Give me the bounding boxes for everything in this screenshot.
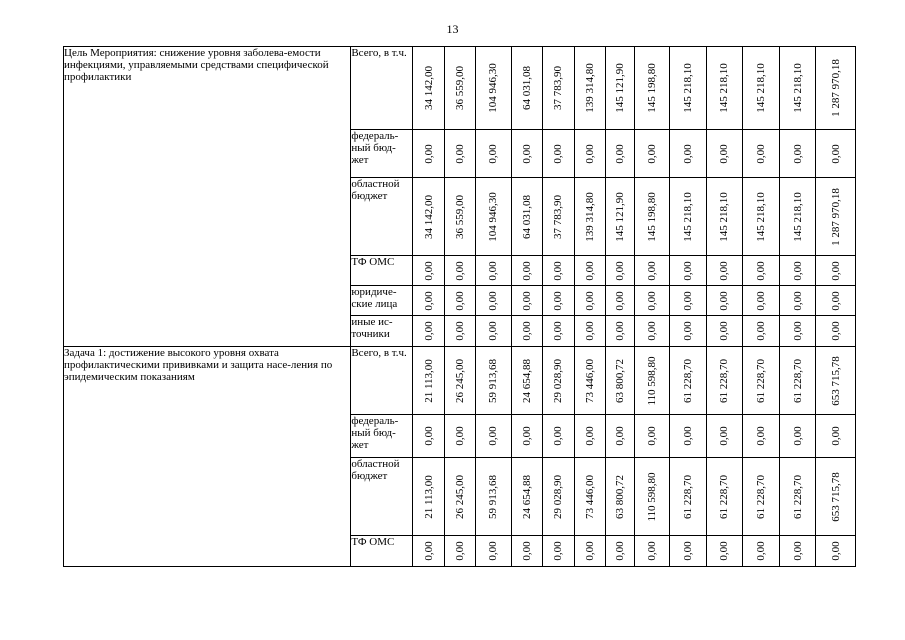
value-text: 0,00 (613, 260, 626, 281)
value-text: 73 446,00 (583, 474, 596, 519)
value-cell (444, 415, 475, 458)
value-cell (606, 178, 634, 256)
value-cell (670, 536, 707, 567)
value-cell (606, 347, 634, 415)
value-text: 0,00 (583, 426, 596, 446)
value-text: 0,00 (583, 321, 596, 341)
funding-source-label: ТФ ОМС (351, 536, 395, 548)
value-cell (574, 316, 605, 347)
value-cell (779, 178, 816, 256)
value-cell (816, 130, 856, 178)
value-text: 145 121,90 (613, 63, 626, 113)
value-cell (606, 256, 634, 286)
value-cell (706, 286, 743, 316)
value-cell (670, 458, 707, 536)
value-cell (634, 316, 670, 347)
value-text: 0,00 (829, 541, 842, 561)
funding-source-label: иные ис-точники (351, 316, 393, 340)
value-text: 0,00 (613, 143, 626, 164)
value-text: 26 245,00 (453, 358, 466, 403)
value-text: 0,00 (422, 143, 435, 164)
value-text: 61 228,70 (718, 358, 731, 403)
value-cell (670, 130, 707, 178)
value-cell (444, 178, 475, 256)
value-cell (511, 458, 542, 536)
value-text: 145 198,80 (645, 63, 658, 113)
value-text: 0,00 (681, 541, 694, 561)
value-text: 0,00 (718, 290, 731, 311)
value-text: 21 113,00 (422, 358, 435, 403)
value-cell (816, 47, 856, 130)
value-text: 0,00 (791, 541, 804, 561)
value-cell (706, 415, 743, 458)
value-cell (634, 347, 670, 415)
funding-source-cell (351, 130, 413, 178)
value-cell (444, 130, 475, 178)
value-cell (606, 47, 634, 130)
value-cell (743, 536, 780, 567)
value-cell (511, 286, 542, 316)
value-cell (743, 415, 780, 458)
value-cell (476, 256, 512, 286)
value-text: 0,00 (829, 426, 842, 446)
value-cell (476, 130, 512, 178)
value-cell (476, 458, 512, 536)
value-cell (816, 286, 856, 316)
value-cell (634, 256, 670, 286)
value-cell (444, 256, 475, 286)
value-text: 1 287 970,18 (829, 187, 842, 246)
value-text: 0,00 (583, 541, 596, 561)
value-text: 0,00 (645, 541, 658, 561)
value-text: 61 228,70 (754, 474, 767, 519)
value-text: 0,00 (520, 260, 533, 281)
value-cell (670, 286, 707, 316)
value-cell (511, 536, 542, 567)
value-text: 0,00 (613, 541, 626, 561)
value-cell (670, 415, 707, 458)
value-text: 0,00 (681, 426, 694, 446)
value-text: 0,00 (422, 260, 435, 281)
block-title-cell (64, 347, 351, 567)
value-text: 0,00 (681, 143, 694, 164)
value-text: 0,00 (453, 541, 466, 561)
value-text: 37 783,90 (552, 66, 565, 110)
funding-source-cell (351, 286, 413, 316)
value-text: 64 031,08 (520, 194, 533, 239)
value-text: 63 800,72 (613, 358, 626, 403)
value-text: 0,00 (791, 290, 804, 311)
value-text: 34 142,00 (422, 194, 435, 239)
value-text: 37 783,90 (552, 194, 565, 239)
funding-source-cell (351, 178, 413, 256)
value-cell (816, 536, 856, 567)
value-cell (706, 178, 743, 256)
value-cell (779, 316, 816, 347)
value-cell (634, 286, 670, 316)
value-cell (543, 316, 574, 347)
block-title-cell (64, 47, 351, 347)
value-cell (574, 256, 605, 286)
value-text: 61 228,70 (791, 474, 804, 519)
value-cell (543, 415, 574, 458)
value-cell (574, 178, 605, 256)
value-cell (743, 458, 780, 536)
value-text: 0,00 (552, 260, 565, 281)
value-text: 0,00 (422, 290, 435, 311)
funding-source-cell (351, 458, 413, 536)
value-text: 0,00 (487, 321, 500, 341)
value-text: 145 198,80 (645, 191, 658, 242)
value-text: 110 598,80 (645, 471, 658, 522)
funding-source-label: Всего, в т.ч. (351, 47, 407, 59)
value-text: 653 715,78 (829, 355, 842, 406)
value-text: 0,00 (681, 321, 694, 341)
value-text: 104 946,30 (487, 63, 500, 113)
value-text: 145 218,10 (791, 63, 804, 113)
value-text: 0,00 (552, 290, 565, 311)
value-cell (779, 415, 816, 458)
value-cell (706, 47, 743, 130)
value-cell (543, 178, 574, 256)
value-cell (670, 178, 707, 256)
value-text: 145 121,90 (613, 191, 626, 242)
value-text: 0,00 (583, 260, 596, 281)
funding-source-label: юридиче-ские лица (351, 286, 398, 310)
value-cell (816, 256, 856, 286)
value-text: 0,00 (453, 426, 466, 446)
value-cell (543, 130, 574, 178)
value-text: 0,00 (829, 143, 842, 164)
table-row (64, 47, 856, 130)
value-text: 24 654,88 (520, 474, 533, 519)
value-cell (606, 316, 634, 347)
value-text: 110 598,80 (645, 355, 658, 406)
value-cell (606, 458, 634, 536)
value-text: 0,00 (583, 290, 596, 311)
value-cell (816, 458, 856, 536)
value-cell (634, 178, 670, 256)
value-cell (444, 47, 475, 130)
value-cell (634, 458, 670, 536)
value-cell (476, 178, 512, 256)
funding-source-cell (351, 415, 413, 458)
value-cell (511, 347, 542, 415)
value-text: 0,00 (613, 290, 626, 311)
value-cell (413, 256, 444, 286)
value-cell (606, 415, 634, 458)
value-cell (444, 458, 475, 536)
value-text: 0,00 (613, 426, 626, 446)
value-text: 0,00 (487, 541, 500, 561)
value-text: 0,00 (645, 426, 658, 446)
value-text: 0,00 (453, 321, 466, 341)
value-cell (743, 347, 780, 415)
value-cell (413, 458, 444, 536)
value-cell (743, 286, 780, 316)
value-text: 0,00 (583, 143, 596, 164)
value-text: 21 113,00 (422, 474, 435, 519)
value-text: 0,00 (754, 321, 767, 341)
value-text: 36 559,00 (453, 66, 466, 110)
value-cell (743, 256, 780, 286)
page-number: 13 (446, 22, 459, 36)
funding-source-label: Всего, в т.ч. (351, 347, 407, 359)
funding-source-label: областной бюджет (351, 458, 400, 482)
table-row (64, 347, 856, 415)
funding-source-cell (351, 256, 413, 286)
value-cell (634, 130, 670, 178)
value-text: 145 218,10 (718, 63, 731, 113)
value-cell (413, 286, 444, 316)
value-cell (511, 415, 542, 458)
value-cell (543, 536, 574, 567)
value-cell (706, 458, 743, 536)
value-cell (706, 316, 743, 347)
value-text: 0,00 (453, 290, 466, 311)
value-cell (779, 536, 816, 567)
value-text: 36 559,00 (453, 194, 466, 239)
value-text: 653 715,78 (829, 471, 842, 522)
value-text: 139 314,80 (583, 63, 596, 113)
value-cell (476, 415, 512, 458)
value-text: 139 314,80 (583, 191, 596, 242)
value-text: 145 218,10 (681, 63, 694, 113)
value-text: 26 245,00 (453, 474, 466, 519)
value-text: 0,00 (645, 321, 658, 341)
value-text: 0,00 (791, 143, 804, 164)
value-cell (574, 536, 605, 567)
value-text: 0,00 (613, 321, 626, 341)
funding-source-cell (351, 47, 413, 130)
value-cell (606, 130, 634, 178)
value-cell (476, 286, 512, 316)
value-text: 0,00 (754, 426, 767, 446)
value-cell (779, 47, 816, 130)
value-text: 0,00 (829, 321, 842, 341)
value-text: 0,00 (453, 260, 466, 281)
value-text: 61 228,70 (681, 358, 694, 403)
value-text: 145 218,10 (754, 63, 767, 113)
value-cell (743, 47, 780, 130)
value-text: 0,00 (422, 541, 435, 561)
value-cell (670, 256, 707, 286)
value-cell (634, 536, 670, 567)
value-cell (706, 130, 743, 178)
value-text: 0,00 (487, 260, 500, 281)
value-cell (574, 286, 605, 316)
funding-source-label: федераль-ный бюд-жет (351, 130, 399, 166)
funding-source-cell (351, 347, 413, 415)
value-text: 0,00 (552, 321, 565, 341)
value-text: 0,00 (754, 143, 767, 164)
value-cell (634, 47, 670, 130)
value-text: 0,00 (487, 143, 500, 164)
value-text: 0,00 (520, 426, 533, 446)
block-title: Задача 1: достижение высокого уровня охвата профилактическими прививками и защита насе-ления по эпидемическим показаниям (64, 347, 333, 383)
value-text: 0,00 (718, 321, 731, 341)
value-cell (779, 130, 816, 178)
value-text: 0,00 (754, 290, 767, 311)
value-cell (543, 286, 574, 316)
value-text: 145 218,10 (791, 191, 804, 242)
value-text: 61 228,70 (681, 474, 694, 519)
value-text: 61 228,70 (791, 358, 804, 403)
value-cell (816, 415, 856, 458)
value-text: 0,00 (754, 260, 767, 281)
funding-source-label: областной бюджет (351, 178, 400, 202)
value-cell (511, 256, 542, 286)
value-cell (779, 256, 816, 286)
value-cell (706, 256, 743, 286)
value-text: 0,00 (520, 290, 533, 311)
value-text: 29 028,90 (552, 474, 565, 519)
block-title: Цель Мероприятия: снижение уровня заболева-емости инфекциями, управляемыми средствами специфической профилактики (64, 47, 329, 83)
value-text: 0,00 (422, 321, 435, 341)
value-text: 59 913,68 (487, 474, 500, 519)
value-cell (413, 47, 444, 130)
value-cell (670, 347, 707, 415)
value-text: 73 446,00 (583, 358, 596, 403)
value-text: 0,00 (520, 143, 533, 164)
value-text: 0,00 (681, 260, 694, 281)
value-text: 0,00 (552, 541, 565, 561)
value-cell (634, 415, 670, 458)
value-cell (706, 347, 743, 415)
value-text: 0,00 (718, 143, 731, 164)
value-text: 0,00 (829, 260, 842, 281)
value-cell (444, 347, 475, 415)
value-cell (413, 130, 444, 178)
value-text: 145 218,10 (718, 191, 731, 242)
value-text: 0,00 (681, 290, 694, 311)
value-text: 59 913,68 (487, 358, 500, 403)
value-text: 0,00 (791, 426, 804, 446)
value-cell (444, 536, 475, 567)
value-cell (413, 316, 444, 347)
value-text: 145 218,10 (681, 191, 694, 242)
value-text: 0,00 (754, 541, 767, 561)
value-cell (444, 286, 475, 316)
value-text: 0,00 (645, 260, 658, 281)
value-text: 0,00 (718, 426, 731, 446)
value-cell (476, 347, 512, 415)
value-text: 0,00 (791, 321, 804, 341)
value-cell (476, 316, 512, 347)
value-cell (476, 536, 512, 567)
value-text: 0,00 (552, 143, 565, 164)
value-cell (574, 347, 605, 415)
value-cell (574, 130, 605, 178)
value-cell (574, 47, 605, 130)
value-cell (444, 316, 475, 347)
value-text: 0,00 (520, 321, 533, 341)
value-cell (743, 130, 780, 178)
value-cell (413, 415, 444, 458)
budget-table (63, 46, 856, 567)
value-cell (670, 47, 707, 130)
value-text: 104 946,30 (487, 191, 500, 242)
value-text: 61 228,70 (718, 474, 731, 519)
value-text: 0,00 (487, 426, 500, 446)
value-cell (606, 286, 634, 316)
value-cell (779, 347, 816, 415)
value-text: 29 028,90 (552, 358, 565, 403)
value-cell (779, 458, 816, 536)
value-text: 0,00 (718, 541, 731, 561)
value-text: 0,00 (718, 260, 731, 281)
value-cell (706, 536, 743, 567)
value-cell (670, 316, 707, 347)
value-cell (543, 347, 574, 415)
value-text: 34 142,00 (422, 66, 435, 110)
value-cell (816, 347, 856, 415)
value-cell (606, 536, 634, 567)
value-text: 61 228,70 (754, 358, 767, 403)
value-cell (543, 47, 574, 130)
value-text: 0,00 (829, 290, 842, 311)
value-cell (511, 130, 542, 178)
funding-source-cell (351, 536, 413, 567)
value-cell (816, 316, 856, 347)
value-cell (511, 316, 542, 347)
value-cell (413, 536, 444, 567)
value-text: 1 287 970,18 (829, 59, 842, 117)
funding-source-label: федераль-ный бюд-жет (351, 415, 399, 451)
value-text: 0,00 (520, 541, 533, 561)
value-text: 64 031,08 (520, 66, 533, 110)
value-cell (511, 178, 542, 256)
value-text: 0,00 (422, 426, 435, 446)
value-text: 0,00 (791, 260, 804, 281)
value-text: 0,00 (552, 426, 565, 446)
value-cell (574, 415, 605, 458)
value-text: 145 218,10 (754, 191, 767, 242)
value-cell (476, 47, 512, 130)
value-cell (413, 347, 444, 415)
value-text: 0,00 (487, 290, 500, 311)
value-cell (543, 256, 574, 286)
value-cell (543, 458, 574, 536)
value-text: 0,00 (645, 290, 658, 311)
value-cell (816, 178, 856, 256)
value-cell (413, 178, 444, 256)
value-cell (779, 286, 816, 316)
value-text: 63 800,72 (613, 474, 626, 519)
value-text: 0,00 (645, 143, 658, 164)
value-cell (743, 178, 780, 256)
funding-source-cell (351, 316, 413, 347)
value-cell (743, 316, 780, 347)
value-text: 24 654,88 (520, 358, 533, 403)
value-cell (574, 458, 605, 536)
funding-source-label: ТФ ОМС (351, 256, 395, 268)
value-text: 0,00 (453, 143, 466, 164)
value-cell (511, 47, 542, 130)
